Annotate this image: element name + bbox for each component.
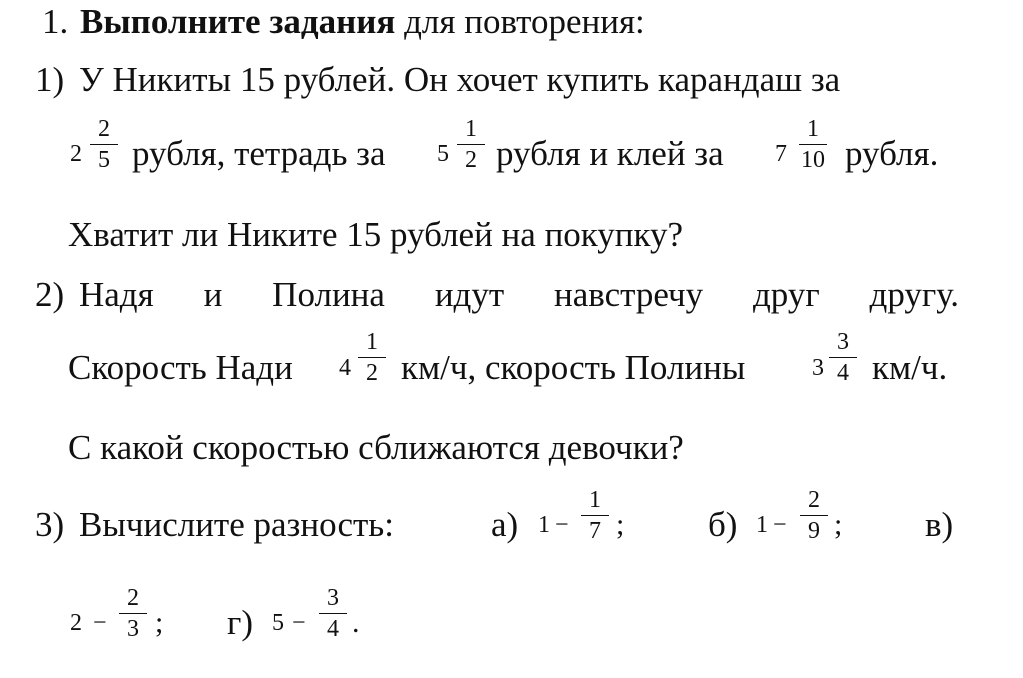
- task3-c-fraction: 2 3: [113, 586, 153, 641]
- task2-word: Полина: [272, 275, 385, 314]
- polina-speed-fraction: 3 4: [823, 330, 863, 385]
- task3-c-label: в): [925, 505, 954, 544]
- task3-number: 3): [35, 505, 65, 544]
- task2-line1: [79, 275, 959, 315]
- task1-text-c: рубля.: [845, 134, 939, 173]
- header-title-rest: для повторения:: [404, 2, 645, 41]
- header-title-bold: Выполните задания: [80, 2, 396, 41]
- task3-b-left: 1: [756, 512, 768, 538]
- task2-word: друг: [752, 275, 820, 314]
- notebook-whole: 5: [437, 141, 449, 167]
- task2-word: и: [203, 275, 223, 314]
- task2-text-b: км/ч, скорость Полины: [401, 348, 746, 387]
- polina-speed-whole: 3: [812, 355, 824, 381]
- task3-d-left: 5: [272, 610, 284, 636]
- task3-a-fraction: 1 7: [575, 488, 615, 543]
- task3-d-minus: −: [292, 610, 306, 636]
- pencil-whole: 2: [70, 141, 82, 167]
- header-number: 1.: [42, 2, 69, 41]
- task3-c-minus: −: [93, 610, 107, 636]
- nadya-speed-whole: 4: [339, 355, 351, 381]
- header-title: [80, 2, 645, 42]
- glue-whole: 7: [775, 141, 787, 167]
- task3-d-period: .: [352, 606, 360, 639]
- task1-text-a: рубля, тетрадь за: [132, 134, 386, 173]
- task3-a-semicolon: ;: [616, 508, 625, 541]
- glue-fraction: 1 10: [801, 116, 825, 173]
- task2-word: идут: [434, 275, 505, 314]
- task2-line3: С какой скоростью сближаются девочки?: [68, 428, 684, 467]
- task3-a-minus: −: [555, 512, 569, 538]
- task1-line1: У Никиты 15 рублей. Он хочет купить карандаш за: [79, 60, 841, 99]
- task3-b-fraction: 2 9: [794, 488, 834, 543]
- task3-a-label: а): [491, 505, 519, 544]
- pencil-fraction: 2 5: [84, 117, 124, 172]
- task2-word: Надя: [79, 275, 154, 314]
- task3-b-semicolon: ;: [834, 508, 843, 541]
- task2-text-a: Скорость Нади: [68, 348, 293, 387]
- task2-number: 2): [35, 275, 65, 314]
- task1-line3: Хватит ли Никите 15 рублей на покупку?: [68, 215, 684, 254]
- nadya-speed-fraction: 1 2: [352, 330, 392, 385]
- task1-text-b: рубля и клей за: [496, 134, 724, 173]
- task3-a-left: 1: [538, 512, 550, 538]
- task2-text-c: км/ч.: [872, 348, 948, 387]
- notebook-fraction: 1 2: [451, 117, 491, 172]
- task3-d-label: г): [227, 603, 254, 642]
- task3-b-minus: −: [773, 512, 787, 538]
- task3-c-semicolon: ;: [155, 606, 164, 639]
- task3-b-label: б): [708, 505, 738, 544]
- task3-label: Вычислите разность:: [79, 505, 394, 544]
- task2-word: навстречу: [554, 275, 704, 314]
- task3-c-left: 2: [70, 610, 82, 636]
- task3-d-fraction: 3 4: [313, 586, 353, 641]
- task2-word: другу.: [869, 275, 959, 314]
- task1-number: 1): [35, 60, 65, 99]
